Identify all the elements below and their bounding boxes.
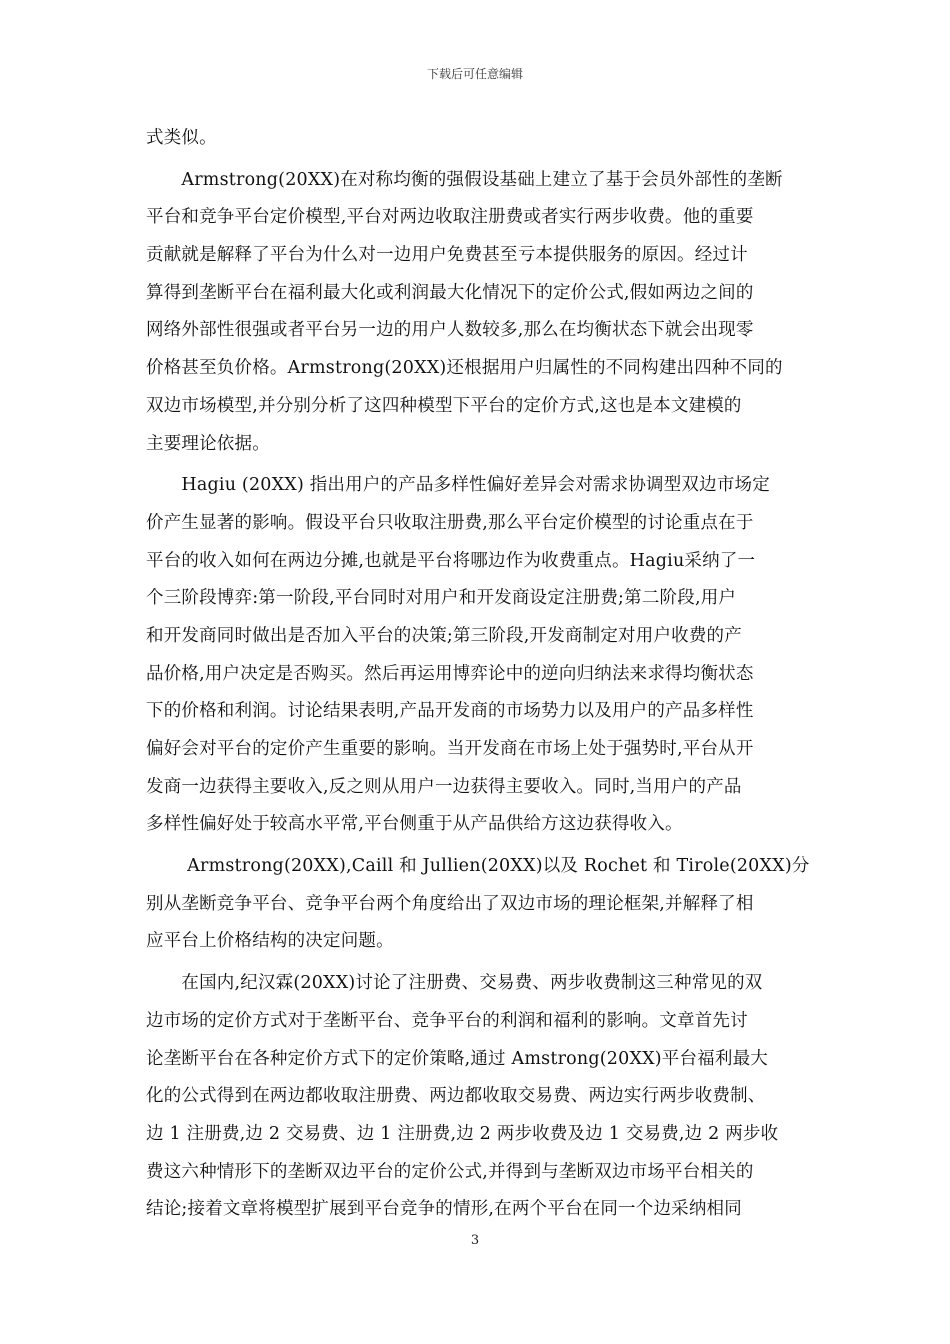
page-number: 3 <box>470 1233 480 1248</box>
text-line: 品价格,用户决定是否购买。然后再运用博弈论中的逆向归纳法来求得均衡状态 <box>146 663 754 684</box>
text-line: 边 1 注册费,边 2 交易费、边 1 注册费,边 2 两步收费及边 1 交易费,边 2 两步收 <box>146 1123 779 1144</box>
text-line: 化的公式得到在两边都收取注册费、两边都收取交易费、两边实行两步收费制、 <box>146 1086 766 1107</box>
paragraph <box>146 965 810 1229</box>
text-line: 边市场的定价方式对于垄断平台、竞争平台的利润和福利的影响。文章首先讨 <box>146 1010 748 1031</box>
text-line: 和开发商同时做出是否加入平台的决策;第三阶段,开发商制定对用户收费的产 <box>146 625 742 646</box>
text-line: Hagiu (20XX) 指出用户的产品多样性偏好差异会对需求协调型双边市场定 <box>146 475 770 496</box>
paragraph <box>146 848 810 961</box>
text-line: 应平台上价格结构的决定问题。 <box>146 931 394 952</box>
text-line: 别从垄断竞争平台、竞争平台两个角度给出了双边市场的理论框架,并解释了相 <box>146 893 754 914</box>
text-line: 论垄断平台在各种定价方式下的定价策略,通过 Amstrong(20XX)平台福利最大 <box>146 1048 768 1069</box>
text-line: 主要理论依据。 <box>146 433 270 454</box>
text-line: 费这六种情形下的垄断双边平台的定价公式,并得到与垄断双边市场平台相关的 <box>146 1161 754 1182</box>
paragraph <box>146 162 810 464</box>
text-line: 贡献就是解释了平台为什么对一边用户免费甚至亏本提供服务的原因。经过计 <box>146 245 748 266</box>
page-header: 下载后可任意编辑 <box>426 67 523 81</box>
text-line: 算得到垄断平台在福利最大化或利润最大化情况下的定价公式,假如两边之间的 <box>146 282 754 303</box>
text-line: 多样性偏好处于较高水平常,平台侧重于从产品供给方这边获得收入。 <box>146 814 683 835</box>
text-line: 式类似。 <box>146 128 217 148</box>
text-line: 偏好会对平台的定价产生重要的影响。当开发商在市场上处于强势时,平台从开 <box>146 739 754 759</box>
text-line: 价格甚至负价格。Armstrong(20XX)还根据用户归属性的不同构建出四种不同的 <box>146 358 783 379</box>
text-line: 双边市场模型,并分别分析了这四种模型下平台的定价方式,这也是本文建模的 <box>146 395 742 416</box>
text-line: 平台的收入如何在两边分摊,也就是平台将哪边作为收费重点。Hagiu采纳了一 <box>146 550 756 571</box>
text-line: 结论;接着文章将模型扩展到平台竞争的情形,在两个平台在同一个边采纳相同 <box>146 1199 742 1220</box>
text-line: 在国内,纪汉霖(20XX)讨论了注册费、交易费、两步收费制这三种常见的双 <box>146 973 763 994</box>
text-line: 价产生显著的影响。假设平台只收取注册费,那么平台定价模型的讨论重点在于 <box>146 512 754 533</box>
text-line: 平台和竞争平台定价模型,平台对两边收取注册费或者实行两步收费。他的重要 <box>146 207 754 228</box>
paragraph <box>146 120 810 158</box>
text-line: Armstrong(20XX)在对称均衡的强假设基础上建立了基于会员外部性的垄断 <box>146 169 783 190</box>
text-line: 发商一边获得主要收入,反之则从用户一边获得主要收入。同时,当用户的产品 <box>146 776 742 797</box>
text-line: 个三阶段博弈:第一阶段,平台同时对用户和开发商设定注册费;第二阶段,用户 <box>146 588 737 609</box>
paragraph <box>146 467 810 844</box>
text-line: 网络外部性很强或者平台另一边的用户人数较多,那么在均衡状态下就会出现零 <box>146 320 754 341</box>
document-body <box>146 120 810 1229</box>
text-line: Armstrong(20XX),Caill 和 Jullien(20XX)以及 Rochet 和 Tirole(20XX)分 <box>146 856 810 877</box>
text-line: 下的价格和利润。讨论结果表明,产品开发商的市场势力以及用户的产品多样性 <box>146 701 754 722</box>
